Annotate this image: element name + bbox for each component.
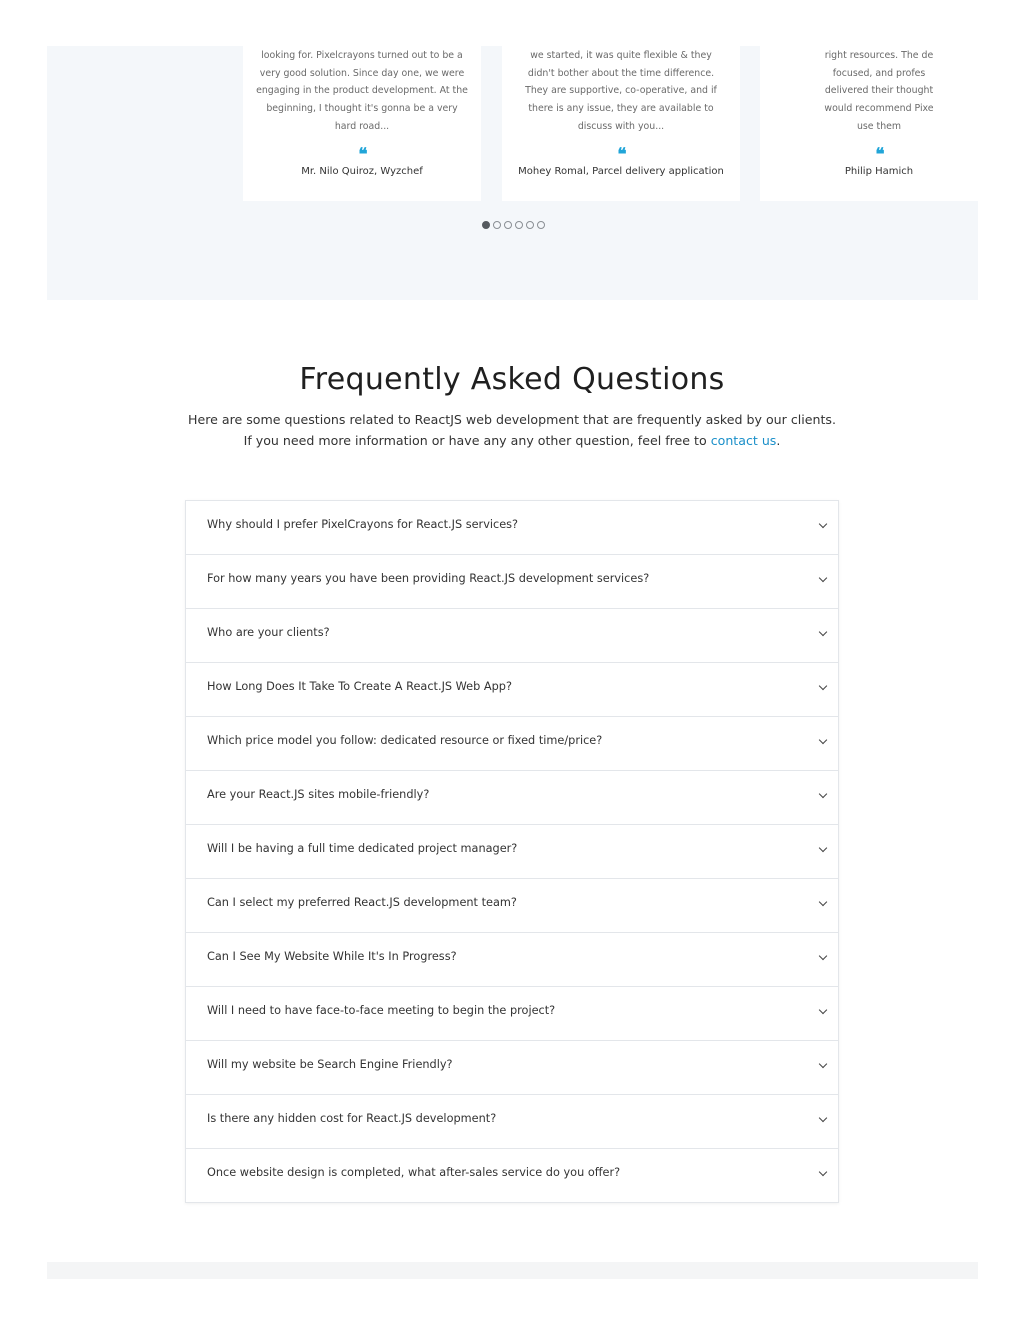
faq-question: Will my website be Search Engine Friendly? [207,1058,453,1071]
faq-question: Which price model you follow: dedicated resource or fixed time/price? [207,734,603,747]
chevron-down-icon [819,1114,827,1122]
faq-question: Who are your clients? [207,626,330,639]
faq-item[interactable] [186,771,838,825]
testimonial-author: Mr. Nilo Quiroz, Wyzchef [301,166,423,177]
carousel-dot[interactable] [515,221,523,229]
contact-us-link[interactable]: contact us [710,433,777,448]
chevron-down-icon [819,682,827,690]
testimonial-card [243,46,481,201]
faq-item[interactable] [186,933,838,987]
chevron-down-icon [819,520,827,528]
chevron-down-icon [819,1006,827,1014]
faq-item[interactable] [186,1149,838,1203]
faq-question: Are your React.JS sites mobile-friendly? [207,788,430,801]
chevron-down-icon [819,574,827,582]
faq-question: Can I See My Website While It's In Progress? [207,950,457,963]
faq-question: Is there any hidden cost for React.JS development? [207,1112,497,1125]
quote-icon: ❝ [617,145,625,165]
faq-item[interactable] [186,1041,838,1095]
faq-question: Once website design is completed, what after-sales service do you offer? [207,1166,621,1179]
faq-item[interactable] [186,555,838,609]
carousel-dot[interactable] [526,221,534,229]
carousel-dot[interactable] [537,221,545,229]
quote-icon: ❝ [358,145,366,165]
faq-question: Can I select my preferred React.JS development team? [207,896,517,909]
faq-question: For how many years you have been providing React.JS development services? [207,572,650,585]
testimonial-card [502,46,740,201]
quote-icon: ❝ [875,145,883,165]
chevron-down-icon [819,952,827,960]
testimonial-card [760,46,998,201]
carousel-dot[interactable] [482,221,490,229]
chevron-down-icon [819,790,827,798]
carousel-dot[interactable] [504,221,512,229]
faq-intro-line1: Here are some questions related to ReactJS web development that are frequently asked by our clients. [187,412,836,427]
faq-question: Why should I prefer PixelCrayons for React.JS services? [207,518,519,531]
testimonial-text: looking for. Pixelcrayons turned out to be a very good solution. Since day one, we were engaging in the product development. At the beginning, I thought it's gonna be a very hard road... [256,50,468,132]
faq-intro-suffix: . [776,433,781,448]
testimonial-text: right resources. The de focused, and profes delivered their thought would recommend Pixe use them [824,50,934,132]
faq-item[interactable] [186,987,838,1041]
faq-item[interactable] [186,717,838,771]
faq-item[interactable] [186,501,838,555]
faq-title: Frequently Asked Questions [299,362,725,397]
faq-question: Will I need to have face-to-face meeting to begin the project? [207,1004,556,1017]
chevron-down-icon [819,736,827,744]
testimonial-text: we started, it was quite flexible & they didn't bother about the time difference. They are supportive, co-operative, and if there is any issue, they are available to discuss with you... [525,50,717,132]
chevron-down-icon [819,898,827,906]
faq-intro-line2: If you need more information or have any any other question, feel free to [243,433,711,448]
faq-question: How Long Does It Take To Create A React.JS Web App? [207,680,512,693]
testimonials-carousel[interactable] [243,46,934,206]
faq-item[interactable] [186,1095,838,1149]
faq-question: Will I be having a full time dedicated project manager? [207,842,518,855]
chevron-down-icon [819,1060,827,1068]
faq-item[interactable] [186,879,838,933]
footer-strip [47,1262,978,1279]
faq-intro [0,409,1024,451]
testimonials-section [47,46,978,300]
faq-item[interactable] [186,609,838,663]
faq-accordion [185,500,839,1203]
testimonial-author: Philip Hamich [844,166,914,177]
chevron-down-icon [819,844,827,852]
faq-item[interactable] [186,825,838,879]
carousel-dot[interactable] [493,221,501,229]
faq-item[interactable] [186,663,838,717]
chevron-down-icon [819,1168,827,1176]
testimonial-author: Mohey Romal, Parcel delivery application [518,166,724,177]
carousel-dots [482,221,545,229]
chevron-down-icon [819,628,827,636]
